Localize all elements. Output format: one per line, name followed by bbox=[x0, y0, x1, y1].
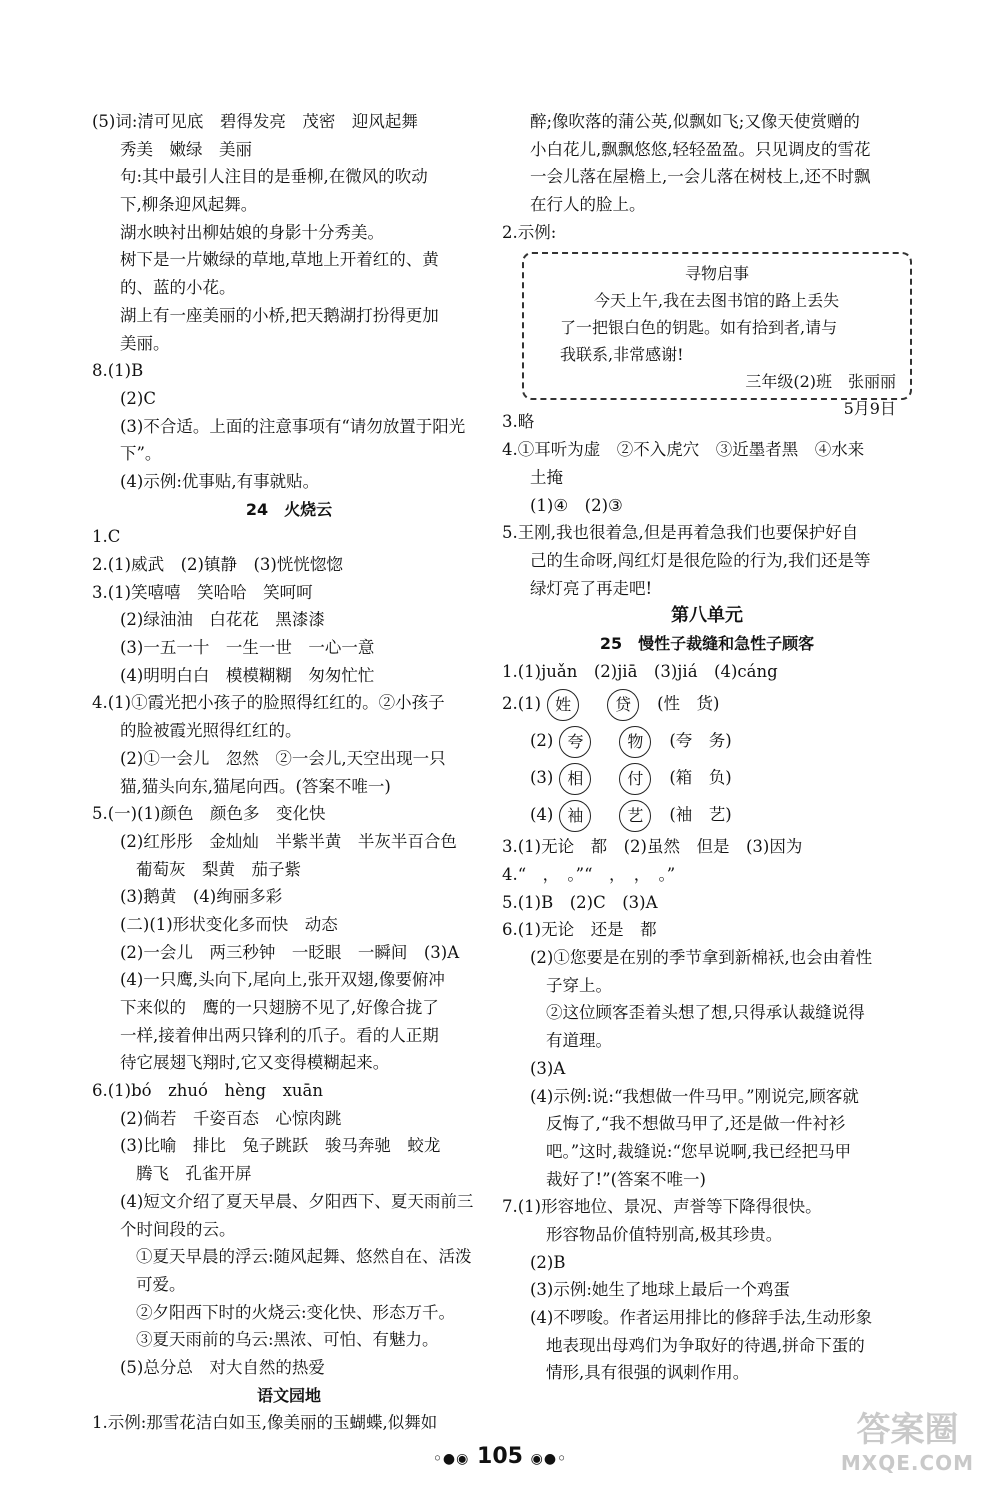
page-ornament-left: ◦●◉ bbox=[432, 1451, 470, 1467]
answer-line: 有道理。 bbox=[546, 1031, 612, 1051]
answer-line: 反悔了,“我不想做马甲了,还是做一件衬衫 bbox=[546, 1114, 846, 1134]
answer-line: (2)①您要是在别的季节拿到新棉袄,也会由着性 bbox=[530, 948, 873, 968]
notice-body-line: 我联系,非常感谢! bbox=[560, 345, 684, 365]
circled-row bbox=[502, 796, 912, 833]
answer-line: 湖水映衬出柳姑娘的身影十分秀美。 bbox=[120, 222, 384, 242]
right-top-block bbox=[502, 108, 912, 246]
answer-line: (2)①一会儿 忽然 ②一会儿,天空出现一只 bbox=[120, 748, 446, 768]
page-number-text: 105 bbox=[477, 1444, 523, 1469]
answer-line: (3)不合适。上面的注意事项有“请勿放置于阳光 bbox=[120, 416, 466, 436]
answer-line: (2)C bbox=[120, 388, 156, 408]
circled-row bbox=[502, 685, 912, 722]
answer-line: 7.(1)形容地位、景况、声誉等下降得很快。 bbox=[502, 1197, 822, 1217]
circled-characters-block bbox=[502, 685, 912, 833]
circled-row bbox=[502, 759, 912, 796]
answer-line: 树下是一片嫩绿的草地,草地上开着红的、黄 bbox=[120, 250, 439, 270]
answer-line: ③夏天雨前的乌云:黑浓、可怕、有魅力。 bbox=[136, 1330, 439, 1350]
answer-line: 湖上有一座美丽的小桥,把天鹅湖打扮得更加 bbox=[120, 305, 439, 325]
answer-line: (3)A bbox=[530, 1058, 566, 1078]
answer-line: 5.王刚,我也很着急,但是再着急我们也要保护好自 bbox=[502, 523, 859, 543]
answer-line: 地表现出母鸡们为争取好的待遇,拼命下蛋的 bbox=[546, 1335, 865, 1355]
answer-line: 1.C bbox=[92, 527, 121, 547]
notice-date: 5月9日 bbox=[843, 399, 896, 419]
answer-line: 可爱。 bbox=[136, 1274, 186, 1294]
answer-line: 3.(1)无论 都 (2)虽然 但是 (3)因为 bbox=[502, 837, 803, 857]
answer-line: 绿灯亮了再走吧! bbox=[530, 578, 653, 598]
answer-line: (4)短文介绍了夏天早晨、夕阳西下、夏天雨前三 bbox=[120, 1191, 474, 1211]
row-label: (2) bbox=[530, 731, 554, 751]
answer-line: (4)示例:说:“我想做一件马甲。”刚说完,顾客就 bbox=[530, 1086, 859, 1106]
circled-character: 艺 bbox=[619, 800, 651, 832]
answer-line: 8.(1)B bbox=[92, 361, 144, 381]
answer-line: (3)鹅黄 (4)绚丽多彩 bbox=[120, 887, 283, 907]
notice-title: 寻物启事 bbox=[684, 264, 749, 284]
right-bottom-block bbox=[502, 833, 912, 1387]
answer-line: (5)总分总 对大自然的热爱 bbox=[120, 1357, 325, 1377]
answer-line: 己的生命呀,闯红灯是很危险的行为,我们还是等 bbox=[530, 550, 871, 570]
circled-row bbox=[502, 722, 912, 759]
answer-line: 1.示例:那雪花洁白如玉,像美丽的玉蝴蝶,似舞如 bbox=[92, 1413, 438, 1433]
answer-line: 的、蓝的小花。 bbox=[120, 278, 236, 298]
answer-line: ②这位顾客歪着头想了想,只得承认裁缝说得 bbox=[546, 1003, 865, 1023]
right-mid-block bbox=[502, 408, 912, 685]
answer-line: (4)不啰唆。作者运用排比的修辞手法,生动形象 bbox=[530, 1308, 873, 1327]
answer-line: 待它展翅飞翔时,它又变得模糊起来。 bbox=[120, 1053, 390, 1073]
circled-answer: (箱 负) bbox=[669, 768, 732, 788]
section-heading: 语文园地 bbox=[256, 1385, 321, 1405]
answer-line: ②夕阳西下时的火烧云:变化快、形态万千。 bbox=[136, 1302, 456, 1322]
answer-line: (二)(1)形状变化多而快 动态 bbox=[120, 914, 338, 934]
answer-line: 2.(1)威武 (2)镇静 (3)恍恍惚惚 bbox=[92, 555, 343, 574]
answer-line: (2)一会儿 两三秒钟 一眨眼 一瞬间 (3)A bbox=[120, 942, 460, 962]
circled-character: 付 bbox=[619, 763, 651, 795]
answer-line: 6.(1)无论 还是 都 bbox=[502, 920, 657, 940]
answer-line: 下来似的 鹰的一只翅膀不见了,好像合拢了 bbox=[120, 998, 439, 1017]
answer-line: 5.(一)(1)颜色 颜色多 变化快 bbox=[92, 804, 326, 824]
answer-line: 的脸被霞光照得红红的。 bbox=[120, 721, 302, 741]
answer-line: (4)明明白白 模模糊糊 匆匆忙忙 bbox=[120, 665, 375, 685]
section-heading: 25 慢性子裁缝和急性子顾客 bbox=[599, 633, 815, 653]
answer-line: 醉;像吹落的蒲公英,似飘如飞;又像天使赏赠的 bbox=[530, 112, 860, 131]
answer-line: 葡萄灰 梨黄 茄子紫 bbox=[136, 859, 301, 879]
answer-line: 吧。”这时,裁缝说:“您早说啊,我已经把马甲 bbox=[546, 1141, 852, 1161]
page-ornament-right: ◉●◦ bbox=[530, 1451, 568, 1467]
watermark-line1: 答案圈 bbox=[856, 1410, 959, 1450]
answer-line: 个时间段的云。 bbox=[120, 1219, 236, 1239]
answer-line: 一样,接着伸出两只锋利的爪子。看的人正期 bbox=[120, 1025, 439, 1045]
answer-line: (4)一只鹰,头向下,尾向上,张开双翅,像要俯冲 bbox=[120, 970, 445, 990]
watermark-logo bbox=[820, 1410, 995, 1490]
circled-answer: (性 货) bbox=[657, 694, 720, 714]
circled-character: 相 bbox=[559, 763, 591, 795]
answer-line: (2)B bbox=[530, 1252, 566, 1272]
answer-line: (2)倘若 千姿百态 心惊肉跳 bbox=[120, 1108, 342, 1128]
answer-line: (4)示例:优事贴,有事就贴。 bbox=[120, 471, 320, 491]
section-heading: 第八单元 bbox=[671, 605, 743, 627]
answer-line: 秀美 嫩绿 美丽 bbox=[120, 139, 252, 159]
circled-character: 袖 bbox=[559, 800, 591, 832]
answer-line: 4.“ ， 。”“ ， ， 。” bbox=[502, 865, 676, 884]
row-label: 2.(1) bbox=[502, 694, 542, 714]
answer-line: 3.略 bbox=[502, 412, 535, 432]
circled-character: 物 bbox=[619, 726, 651, 758]
section-heading: 24 火烧云 bbox=[245, 499, 333, 519]
answer-line: 美丽。 bbox=[120, 333, 170, 353]
answer-line: 下,柳条迎风起舞。 bbox=[120, 195, 258, 215]
answer-line: 下”。 bbox=[120, 444, 162, 464]
notice-body-line: 今天上午,我在去图书馆的路上丢失 bbox=[594, 291, 840, 311]
answer-line: 小白花儿,飘飘悠悠,轻轻盈盈。只见调皮的雪花 bbox=[530, 139, 871, 159]
answer-line: 一会儿落在屋檐上,一会儿落在树枝上,还不时飘 bbox=[530, 167, 871, 187]
answer-line: 土掩 bbox=[530, 467, 563, 487]
watermark-line2: MXQE.COM bbox=[840, 1451, 975, 1475]
notice-body-line: 了一把银白色的钥匙。如有拾到者,请与 bbox=[560, 318, 838, 338]
answer-line: 猫,猫头向东,猫尾向西。(答案不唯一) bbox=[120, 776, 391, 796]
answer-line: 4.①耳听为虚 ②不入虎穴 ③近墨者黑 ④水来 bbox=[502, 440, 865, 460]
answer-line: ①夏天早晨的浮云:随风起舞、悠然自在、活泼 bbox=[136, 1247, 472, 1267]
answer-line: 3.(1)笑嘻嘻 笑哈哈 笑呵呵 bbox=[92, 582, 313, 602]
answer-line: 6.(1)bó zhuó hèng xuān bbox=[92, 1081, 323, 1101]
circled-answer: (袖 艺) bbox=[669, 805, 732, 825]
answer-line: 裁好了!”(答案不唯一) bbox=[546, 1169, 706, 1189]
lost-item-notice bbox=[522, 252, 912, 419]
answer-line: 在行人的脸上。 bbox=[530, 195, 646, 215]
left-column bbox=[92, 108, 486, 1437]
answer-line: (1)④ (2)③ bbox=[530, 495, 623, 515]
answer-line: 腾飞 孔雀开屏 bbox=[136, 1164, 252, 1184]
answer-line: 1.(1)juǎn (2)jiā (3)jiá (4)cáng bbox=[502, 661, 778, 681]
circled-character: 夸 bbox=[559, 726, 591, 758]
notice-signature: 三年级(2)班 张丽丽 bbox=[745, 372, 896, 392]
answer-line: (3)比喻 排比 兔子跳跃 骏马奔驰 蛟龙 bbox=[120, 1136, 441, 1156]
row-label: (4) bbox=[530, 805, 554, 825]
answer-line: 句:其中最引人注目的是垂柳,在微风的吹动 bbox=[120, 167, 428, 187]
circled-character: 姓 bbox=[547, 689, 579, 721]
answer-line: (3)一五一十 一生一世 一心一意 bbox=[120, 638, 375, 658]
answer-line: 情形,具有很强的讽刺作用。 bbox=[546, 1363, 750, 1383]
answer-line: (2)绿油油 白花花 黑漆漆 bbox=[120, 610, 325, 630]
answer-line: 2.示例: bbox=[502, 222, 557, 242]
row-label: (3) bbox=[530, 768, 554, 788]
answer-line: (5)词:清可见底 碧得发亮 茂密 迎风起舞 bbox=[92, 112, 418, 131]
answer-line: 5.(1)B (2)C (3)A bbox=[502, 892, 658, 912]
answer-line: (3)示例:她生了地球上最后一个鸡蛋 bbox=[530, 1280, 790, 1300]
circled-character: 贷 bbox=[607, 689, 639, 721]
answer-line: 形容物品价值特别高,极其珍贵。 bbox=[546, 1224, 783, 1244]
answer-line: 4.(1)①霞光把小孩子的脸照得红红的。②小孩子 bbox=[92, 693, 445, 713]
answer-line: (2)红彤彤 金灿灿 半紫半黄 半灰半百合色 bbox=[120, 831, 457, 851]
right-column bbox=[502, 108, 912, 1387]
answer-line: 子穿上。 bbox=[546, 975, 612, 995]
circled-answer: (夸 务) bbox=[669, 731, 732, 751]
